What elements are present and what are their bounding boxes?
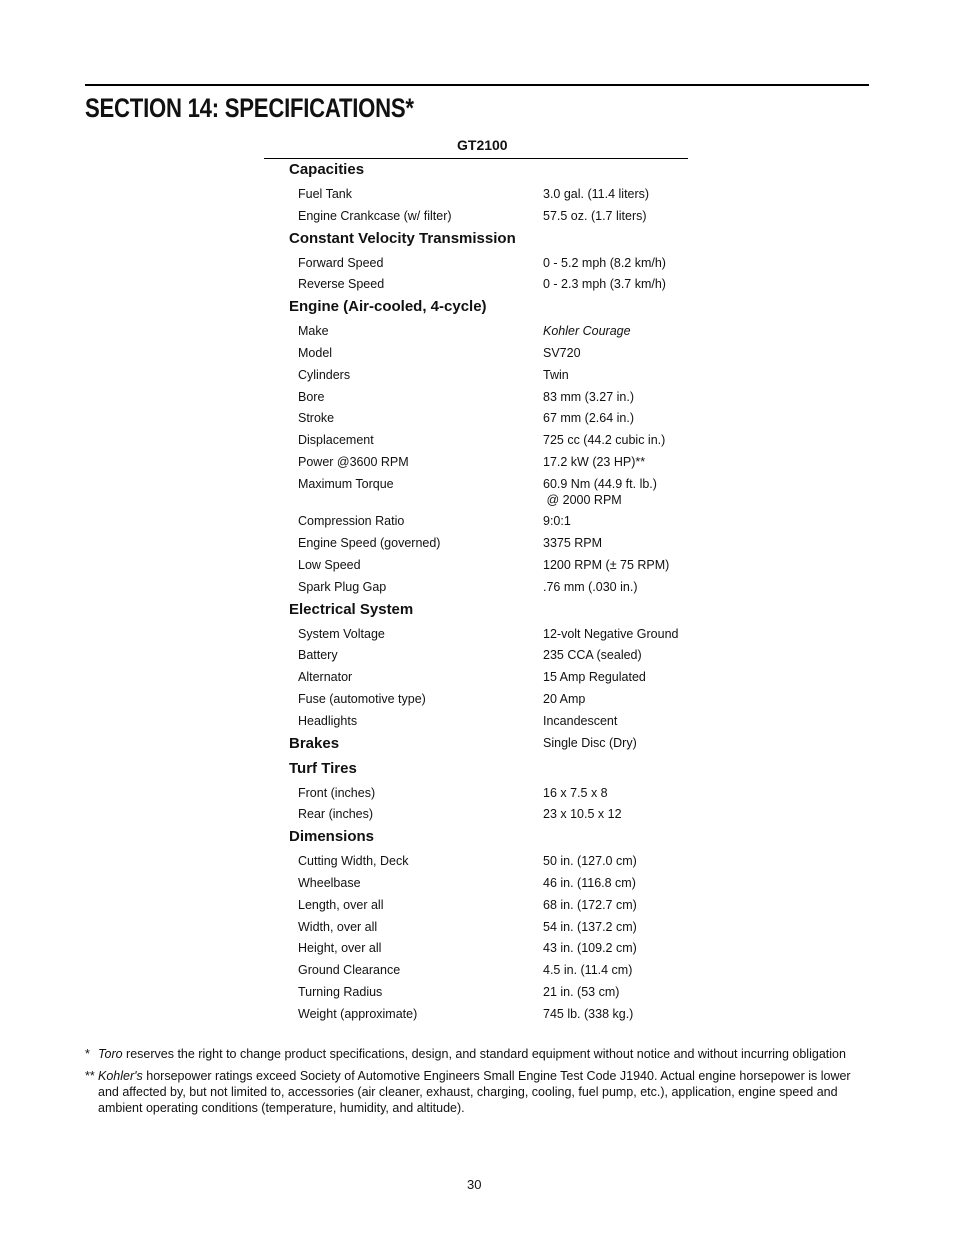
spec-label: Length, over all [298, 898, 384, 912]
spec-label: Bore [298, 390, 325, 404]
spec-value: 12-volt Negative Ground [543, 627, 679, 641]
spec-label: Displacement [298, 433, 374, 447]
spec-value: Incandescent [543, 714, 618, 728]
spec-label: Cylinders [298, 368, 351, 382]
spec-value: 725 cc (44.2 cubic in.) [543, 433, 666, 447]
spec-value: 43 in. (109.2 cm) [543, 941, 637, 955]
spec-value: 83 mm (3.27 in.) [543, 390, 635, 404]
spec-label: Maximum Torque [298, 477, 394, 491]
section-heading-capacities: Capacities [289, 161, 365, 178]
spec-label: Fuse (automotive type) [298, 692, 426, 706]
section-heading-engine: Engine (Air-cooled, 4-cycle) [289, 298, 487, 315]
spec-label: Turning Radius [298, 985, 383, 999]
spec-value: 745 lb. (338 kg.) [543, 1007, 634, 1021]
spec-value: 4.5 in. (11.4 cm) [543, 963, 633, 977]
spec-label: Wheelbase [298, 876, 361, 890]
spec-label: Cutting Width, Deck [298, 854, 409, 868]
spec-label: Ground Clearance [298, 963, 401, 977]
spec-value: 67 mm (2.64 in.) [543, 411, 635, 425]
spec-label: Low Speed [298, 558, 361, 572]
spec-label: Engine Crankcase (w/ filter) [298, 209, 452, 223]
footnote-kohler [98, 1068, 870, 1116]
footnote-lead: Toro [98, 1047, 123, 1061]
spec-value: Kohler Courage [543, 324, 631, 338]
spec-value: 54 in. (137.2 cm) [543, 920, 637, 934]
spec-value: 17.2 kW (23 HP)** [543, 455, 646, 469]
section-heading-transmission: Constant Velocity Transmission [289, 230, 516, 247]
spec-value: 16 x 7.5 x 8 [543, 786, 608, 800]
spec-value: .76 mm (.030 in.) [543, 580, 638, 594]
spec-label: Weight (approximate) [298, 1007, 418, 1021]
spec-value: Single Disc (Dry) [543, 736, 637, 750]
footnote-mark: ** [85, 1069, 95, 1083]
spec-label: Compression Ratio [298, 514, 405, 528]
spec-label: Rear (inches) [298, 807, 374, 821]
spec-label: Height, over all [298, 941, 382, 955]
section-title: SECTION 14: SPECIFICATIONS* [85, 93, 414, 123]
spec-label: Stroke [298, 411, 335, 425]
spec-label: Make [298, 324, 329, 338]
spec-label: Headlights [298, 714, 358, 728]
footnote-lead: Kohler's [98, 1069, 143, 1083]
footnote-toro [98, 1046, 868, 1062]
spec-label: Engine Speed (governed) [298, 536, 441, 550]
spec-value: Twin [543, 368, 569, 382]
spec-value: 21 in. (53 cm) [543, 985, 620, 999]
spec-label: Fuel Tank [298, 187, 352, 201]
spec-value: 68 in. (172.7 cm) [543, 898, 637, 912]
spec-label: Width, over all [298, 920, 378, 934]
model-heading-rule [264, 158, 688, 159]
spec-value: 15 Amp Regulated [543, 670, 646, 684]
spec-value: 60.9 Nm (44.9 ft. lb.) [543, 477, 657, 491]
spec-label: Power @3600 RPM [298, 455, 409, 469]
spec-label: Alternator [298, 670, 353, 684]
spec-value: 1200 RPM (± 75 RPM) [543, 558, 670, 572]
model-heading: GT2100 [457, 137, 508, 153]
footnote-text: horsepower ratings exceed Society of Automotive Engineers Small Engine Test Code J1940. Actual engine horsepower is lower and affected by, but not limited to, accessories (air cleaner, exhaust, charging, cooling, fuel pump, etc.), application, engine speed and ambient operating conditions (temperature, humidity, and altitude). [98, 1069, 851, 1115]
footnote-text: reserves the right to change product specifications, design, and standard equipment without notice and without incurring obligation [122, 1047, 846, 1061]
spec-value: 23 x 10.5 x 12 [543, 807, 622, 821]
section-top-rule [85, 84, 869, 86]
section-heading-brakes: Brakes [289, 735, 340, 752]
spec-value: SV720 [543, 346, 581, 360]
spec-value: 9:0:1 [543, 514, 571, 528]
section-heading-dimensions: Dimensions [289, 828, 375, 845]
spec-label: Forward Speed [298, 256, 384, 270]
footnote-mark: * [85, 1047, 90, 1061]
spec-label: System Voltage [298, 627, 385, 641]
spec-value: 46 in. (116.8 cm) [543, 876, 636, 890]
spec-value: 50 in. (127.0 cm) [543, 854, 637, 868]
spec-value: 20 Amp [543, 692, 586, 706]
spec-label: Model [298, 346, 333, 360]
page-number: 30 [467, 1177, 482, 1192]
spec-value: 3.0 gal. (11.4 liters) [543, 187, 650, 201]
spec-value: 0 - 2.3 mph (3.7 km/h) [543, 277, 666, 291]
spec-value-continued: @ 2000 RPM [543, 493, 622, 507]
section-heading-electrical: Electrical System [289, 601, 414, 618]
spec-value: 57.5 oz. (1.7 liters) [543, 209, 647, 223]
spec-value: 235 CCA (sealed) [543, 648, 642, 662]
spec-label: Spark Plug Gap [298, 580, 387, 594]
spec-value: 3375 RPM [543, 536, 603, 550]
spec-label: Front (inches) [298, 786, 376, 800]
section-heading-turf-tires: Turf Tires [289, 760, 357, 777]
spec-label: Battery [298, 648, 338, 662]
spec-label: Reverse Speed [298, 277, 385, 291]
spec-value: 0 - 5.2 mph (8.2 km/h) [543, 256, 666, 270]
